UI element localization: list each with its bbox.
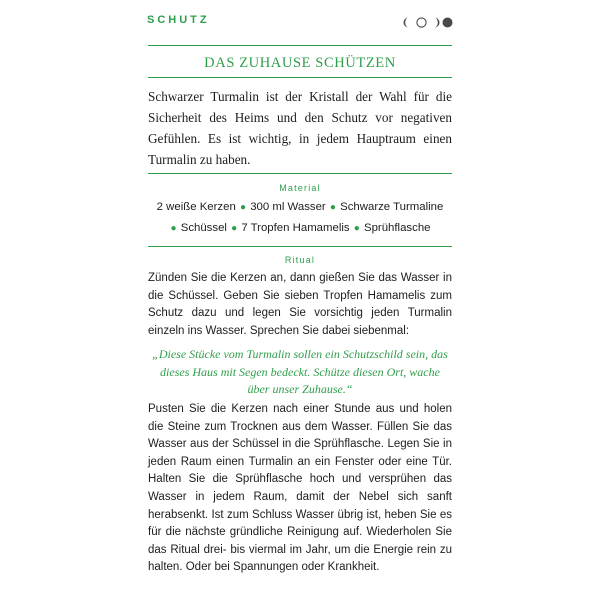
- ritual-heading: Ritual: [284, 255, 316, 265]
- ritual-quote: „Diese Stücke vom Turmalin sollen ein Schutzschild sein, das dieses Haus mit Segen bedeckt. Schütze diesen Ort, wache über unser Zuhause.“: [152, 347, 448, 397]
- material-item: 7 Tropfen Hamamelis: [241, 222, 350, 234]
- material-list: [148, 197, 452, 239]
- bullet-icon: ●: [170, 223, 177, 234]
- material-item: Schüssel: [180, 222, 227, 234]
- ritual-rule-top: [148, 246, 452, 247]
- material-item: 2 weiße Kerzen: [156, 201, 236, 213]
- material-rule-top: [148, 173, 452, 174]
- material-item: Schwarze Turmaline: [340, 201, 444, 213]
- page-title: DAS ZUHAUSE SCHÜTZEN: [204, 55, 396, 71]
- bullet-icon: ●: [239, 202, 247, 213]
- waxing-crescent-moon-icon: [429, 15, 440, 26]
- bullet-icon: ●: [231, 223, 238, 234]
- moon-phases: [403, 14, 453, 26]
- ritual-paragraph-2: Pusten Sie die Kerzen nach einer Stunde aus und holen die Steine zum Trocknen aus dem Wasser. Füllen Sie das Wasser aus der Schüssel in die Sprühflasche. Legen Sie in jeden Raum einen Turmalin an ein Fenster oder eine Tür. Halten Sie die Sprühflasche hoch und versprühen das Wasser in jedem Raum, damit der Nebel sich sanft herabsenkt. Ist zum Schluss Wasser übrig ist, heben Sie es für die nächste gründliche Reinigung auf. Wiederholen Sie das Ritual drei- bis viermal im Jahr, um die Energie rein zu halten. Oder bei Spannungen oder Krankheit.: [148, 403, 452, 574]
- full-moon-outline-icon: [416, 15, 427, 26]
- material-item: 300 ml Wasser: [250, 201, 326, 213]
- title-rule-bottom: [148, 77, 452, 78]
- waning-crescent-moon-icon: [403, 15, 414, 26]
- bullet-icon: ●: [353, 223, 360, 234]
- material-item: Sprühflasche: [364, 222, 431, 234]
- section-label: SCHUTZ: [147, 14, 210, 26]
- new-moon-icon: [442, 15, 453, 26]
- title-rule-top: [148, 45, 452, 46]
- ritual-paragraph-1: Zünden Sie die Kerzen an, dann gießen Sie das Wasser in die Schüssel. Geben Sie sieben Tropfen Hamamelis zum Schutz dazu und legen Sie vorsichtig jeden Turmalin einzeln ins Wasser. Sprechen Sie dabei siebenmal:: [148, 272, 452, 337]
- intro-paragraph: Schwarzer Turmalin ist der Kristall der Wahl für die Sicherheit des Heims und den Schutz vor negativen Gefühlen. Es ist wichtig, in jedem Hauptraum einen Turmalin zu haben.: [148, 89, 452, 167]
- bullet-icon: ●: [329, 202, 336, 213]
- material-heading: Material: [279, 183, 321, 193]
